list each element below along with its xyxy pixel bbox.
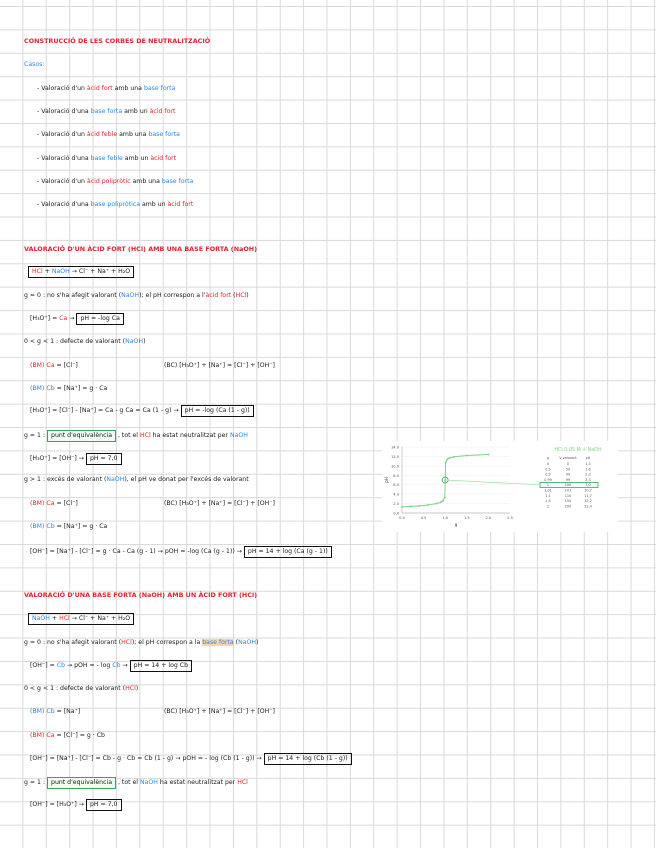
- y-tick-label: 14.0: [390, 445, 399, 450]
- result-box: pH = -log (Ca (1 - g)): [181, 405, 254, 417]
- case-item: - Valoració d'un àcid feble amb una base forta: [37, 131, 180, 138]
- equation-long: [OH⁻] = [Na⁺] - [Cl⁻] = Cb - g · Cb = Cb (1 - g) → pOH = - log (Cb (1 - g)) → pH = 14 + log (Cb (1 - g)): [30, 753, 352, 765]
- table-cell: 7,0: [585, 483, 591, 488]
- data-point: [440, 501, 442, 503]
- equivalence-point-label: punt d'equivalència: [47, 430, 116, 442]
- data-point: [410, 505, 412, 507]
- case-item: - Valoració d'un àcid polipròtic amb una base forta: [37, 178, 194, 185]
- table-cell: 2,3: [585, 472, 591, 477]
- table-cell: 0,5: [545, 467, 551, 472]
- case-item: - Valoració d'una base feble amb un àcid fort: [37, 155, 177, 162]
- equation-long: [OH⁻] = [Na⁺] - [Cl⁻] = g · Ca - Ca (g - 1) → pOH = -log (Ca (g - 1)) → pH = 14 + log (Ca (g - 1)): [30, 546, 332, 558]
- case-g1: g = 1 : punt d'equivalència , tot el HCl ha estat neutralitzat per NaOH: [24, 430, 248, 442]
- result-box: pH = 14 + log (Cb (1 - g)): [264, 753, 352, 765]
- equation-g0: [OH⁻] = Cb → pOH = - log Cb → pH = 14 + log Cb: [30, 660, 192, 672]
- y-tick-label: 12.0: [390, 454, 399, 459]
- x-tick-label: 1.0: [442, 516, 449, 520]
- table-cell: 3,3: [585, 477, 591, 482]
- mass-balance-ca: (BM) Ca = [Cl⁻]: [30, 362, 78, 369]
- x-tick-label: 0.5: [420, 516, 427, 520]
- data-point: [427, 504, 429, 506]
- equation-g1: [H₃O⁺] = [OH⁻] → pH = 7,0: [30, 453, 122, 465]
- x-tick-label: 0.0: [399, 516, 405, 520]
- x-tick-label: 1.5: [463, 516, 470, 520]
- table-header: g: [546, 456, 550, 460]
- case-g1: g = 1 : punt d'equivalència , tot el NaOH ha estat neutralitzat per HCl: [24, 777, 248, 789]
- titration-chart: [382, 441, 618, 532]
- x-tick-label: 2.5: [507, 516, 513, 520]
- case-g01: 0 < g < 1 : defecte de valorant (NaOH): [24, 338, 146, 345]
- data-point: [453, 456, 455, 458]
- data-point: [418, 505, 420, 507]
- data-point: [442, 500, 444, 502]
- table-header: pH: [585, 456, 591, 460]
- table-cell: 1,3: [585, 462, 591, 466]
- table-cell: 12,2: [584, 499, 592, 504]
- data-point: [446, 458, 448, 460]
- table-cell: 50: [565, 467, 571, 472]
- reaction-equation: HCl + NaOH → Cl⁻ + Na⁺ + H₂O: [28, 266, 134, 278]
- equivalence-point-label: punt d'equivalència: [47, 777, 116, 789]
- x-tick-label: 2.0: [485, 516, 492, 520]
- table-cell: 90: [565, 472, 571, 477]
- table-cell: 99: [565, 477, 571, 482]
- y-tick-label: 2.0: [393, 502, 399, 507]
- data-point: [487, 454, 489, 456]
- data-point: [449, 457, 451, 459]
- case-item: - Valoració d'una base forta amb un àcid fort: [37, 108, 176, 115]
- equation-g0: [H₃O⁺] = Ca → pH = -log Ca: [30, 313, 124, 325]
- data-point: [401, 506, 403, 508]
- case-g-gt1: g > 1 : excés de valorant (NaOH), el pH ve donat per l'excés de valorant: [24, 476, 249, 483]
- charge-balance: (BC) [H₃O⁺] + [Na⁺] = [Cl⁻] + [OH⁻]: [164, 708, 275, 715]
- table-cell: 0: [566, 462, 570, 466]
- data-point: [466, 454, 468, 456]
- result-box: pH = 7,0: [86, 799, 122, 811]
- y-tick-label: 6.0: [393, 483, 399, 488]
- result-box: pH = 14 + log (Ca (g - 1)): [244, 546, 332, 558]
- y-axis-label: pH: [384, 477, 389, 483]
- section-title: VALORACIÓ D'UN ÀCID FORT (HCl) AMB UNA BASE FORTA (NaOH): [24, 245, 258, 253]
- mass-balance-ca: (BM) Ca = [Cl⁻]: [30, 500, 78, 507]
- table-cell: 0,99: [544, 477, 552, 482]
- table-cell: 1: [546, 483, 550, 488]
- case-item: - Valoració d'un àcid fort amb una base forta: [37, 85, 176, 92]
- equation-g1: [OH⁻] = [H₃O⁺] → pH = 7,0: [30, 799, 122, 811]
- table-cell: 1,1: [545, 493, 551, 498]
- table-cell: 10,7: [584, 488, 592, 493]
- table-cell: 1,5: [545, 499, 551, 504]
- titration-chart-svg: [382, 441, 618, 532]
- table-cell: 0,9: [545, 472, 551, 477]
- mass-balance-cb: (BM) Cb = [Na⁺] = g · Ca: [30, 385, 108, 392]
- result-box: pH = 7,0: [86, 453, 122, 465]
- case-item: - Valoració d'una base polipròtica amb un àcid fort: [37, 201, 194, 208]
- table-cell: 110: [564, 493, 572, 498]
- mass-balance-cb: (BM) Cb = [Na⁺]: [30, 708, 81, 715]
- table-cell: 12,4: [584, 504, 592, 509]
- mass-balance-ca: (BM) Ca = [Cl⁻] = g · Cb: [30, 732, 105, 739]
- equation-long: [H₃O⁺] = [Cl⁻] - [Na⁺] = Ca - g Ca = Ca (1 - g) → pH = -log (Ca (1 - g)): [30, 405, 254, 417]
- cases-label: Casos:: [24, 61, 45, 68]
- y-tick-label: 10.0: [390, 464, 399, 469]
- case-g0: g = 0 : no s'ha afegit valorant (NaOH); el pH correspon a l'àcid fort (HCl): [24, 292, 249, 299]
- charge-balance: (BC) [H₃O⁺] + [Na⁺] = [Cl⁻] + [OH⁻]: [164, 362, 275, 369]
- chart-title: HCl 0,05 M + NaOH: [554, 448, 602, 453]
- charge-balance: (BC) [H₃O⁺] + [Na⁺] = [Cl⁻] + [OH⁻]: [164, 500, 275, 507]
- section-title: VALORACIÓ D'UNA BASE FORTA (NaOH) AMB UN ÀCID FORT (HCl): [24, 591, 258, 599]
- table-cell: 2: [546, 504, 550, 509]
- table-cell: 200: [564, 504, 572, 509]
- page-title: CONSTRUCCIÓ DE LES CORBES DE NEUTRALITZACIÓ: [24, 37, 211, 45]
- reaction-equation: NaOH + HCl → Cl⁻ + Na⁺ + H₂O: [28, 613, 134, 625]
- y-tick-label: 0.0: [393, 511, 399, 516]
- table-cell: 101: [564, 488, 572, 493]
- result-box: pH = 14 + log Cb: [130, 660, 192, 672]
- y-tick-label: 4.0: [393, 492, 399, 497]
- table-cell: 1,6: [585, 467, 591, 472]
- table-cell: 100: [564, 483, 572, 488]
- mass-balance-cb: (BM) Cb = [Na⁺] = g · Ca: [30, 523, 108, 530]
- data-point: [444, 496, 446, 498]
- table-cell: 150: [564, 499, 572, 504]
- table-cell: 1,01: [544, 488, 552, 493]
- case-g0: g = 0 : no s'ha afegit valorant (HCl); el pH correspon a la base forta (NaOH): [24, 639, 259, 646]
- table-header: V valorant: [559, 456, 577, 460]
- data-point: [436, 503, 438, 505]
- case-g01: 0 < g < 1 : defecte de valorant (HCl): [24, 685, 139, 692]
- result-box: pH = -log Ca: [76, 313, 123, 325]
- data-point: [445, 462, 447, 464]
- table-cell: 0: [546, 462, 550, 466]
- y-tick-label: 8.0: [393, 473, 399, 478]
- table-cell: 11,7: [584, 493, 592, 498]
- x-axis-label: g: [454, 522, 458, 527]
